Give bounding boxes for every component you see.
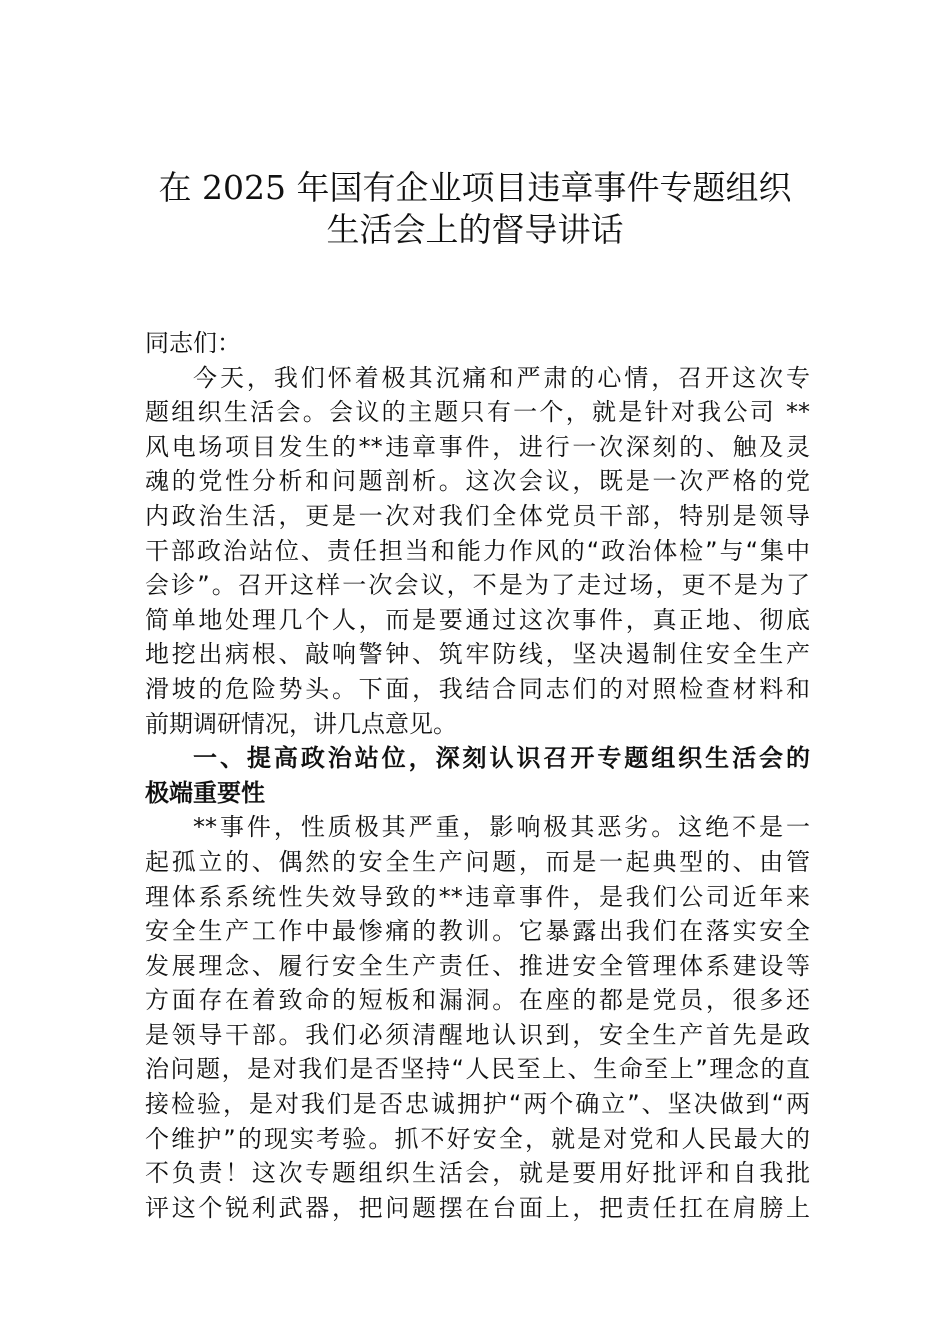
paragraph-line: 不负责！这次专题组织生活会，就是要用好批评和自我批 [145, 1159, 810, 1188]
paragraph-line: 安全生产工作中最惨痛的教训。它暴露出我们在落实安全 [145, 917, 810, 946]
paragraph-line: 方面存在着致命的短板和漏洞。在座的都是党员，很多还 [145, 986, 810, 1015]
paragraph-line: 内政治生活，更是一次对我们全体党员干部，特别是领导 [145, 501, 810, 530]
document-body [145, 326, 810, 1225]
paragraph-line: **事件，性质极其严重，影响极其恶劣。这绝不是一 [193, 813, 810, 842]
paragraph-line: 治问题，是对我们是否坚持“人民至上、生命至上”理念的直 [145, 1055, 810, 1084]
paragraph-line: 前期调研情况，讲几点意见。 [145, 709, 457, 738]
paragraph-line: 接检验，是对我们是否忠诚拥护“两个确立”、坚决做到“两 [145, 1090, 810, 1119]
paragraph-line: 起孤立的、偶然的安全生产问题，而是一起典型的、由管 [145, 847, 810, 876]
paragraph-line: 简单地处理几个人，而是要通过这次事件，真正地、彻底 [145, 605, 810, 634]
salutation: 同志们： [145, 329, 241, 357]
paragraph-line: 地挖出病根、敲响警钟、筑牢防线，坚决遏制住安全生产 [145, 640, 810, 669]
paragraph-line: 今天，我们怀着极其沉痛和严肃的心情，召开这次专 [193, 363, 810, 392]
paragraph-line: 风电场项目发生的**违章事件，进行一次深刻的、触及灵 [145, 432, 810, 461]
document-title-line-1: 在 2025 年国有企业项目违章事件专题组织 [158, 168, 792, 207]
section-heading-line: 一、提高政治站位，深刻认识召开专题组织生活会的 [193, 744, 810, 773]
paragraph-line: 干部政治站位、责任担当和能力作风的“政治体检”与“集中 [145, 536, 810, 565]
paragraph-line: 发展理念、履行安全生产责任、推进安全管理体系建设等 [145, 951, 810, 980]
paragraph-line: 评这个锐利武器，把问题摆在台面上，把责任扛在肩膀上 [145, 1193, 810, 1222]
paragraph-line: 滑坡的危险势头。下面，我结合同志们的对照检查材料和 [145, 674, 810, 703]
paragraph-line: 理体系系统性失效导致的**违章事件，是我们公司近年来 [145, 882, 810, 911]
paragraph-line: 题组织生活会。会议的主题只有一个，就是针对我公司 ** [145, 398, 810, 427]
paragraph-line: 魂的党性分析和问题剖析。这次会议，既是一次严格的党 [145, 467, 810, 496]
document-title-line-2: 生活会上的督导讲话 [326, 210, 624, 249]
paragraph-line: 个维护”的现实考验。抓不好安全，就是对党和人民最大的 [145, 1124, 810, 1153]
paragraph-line: 会诊”。召开这样一次会议，不是为了走过场，更不是为了 [145, 571, 810, 600]
paragraph-line: 是领导干部。我们必须清醒地认识到，安全生产首先是政 [145, 1020, 810, 1049]
section-heading-line: 极端重要性 [145, 778, 265, 807]
